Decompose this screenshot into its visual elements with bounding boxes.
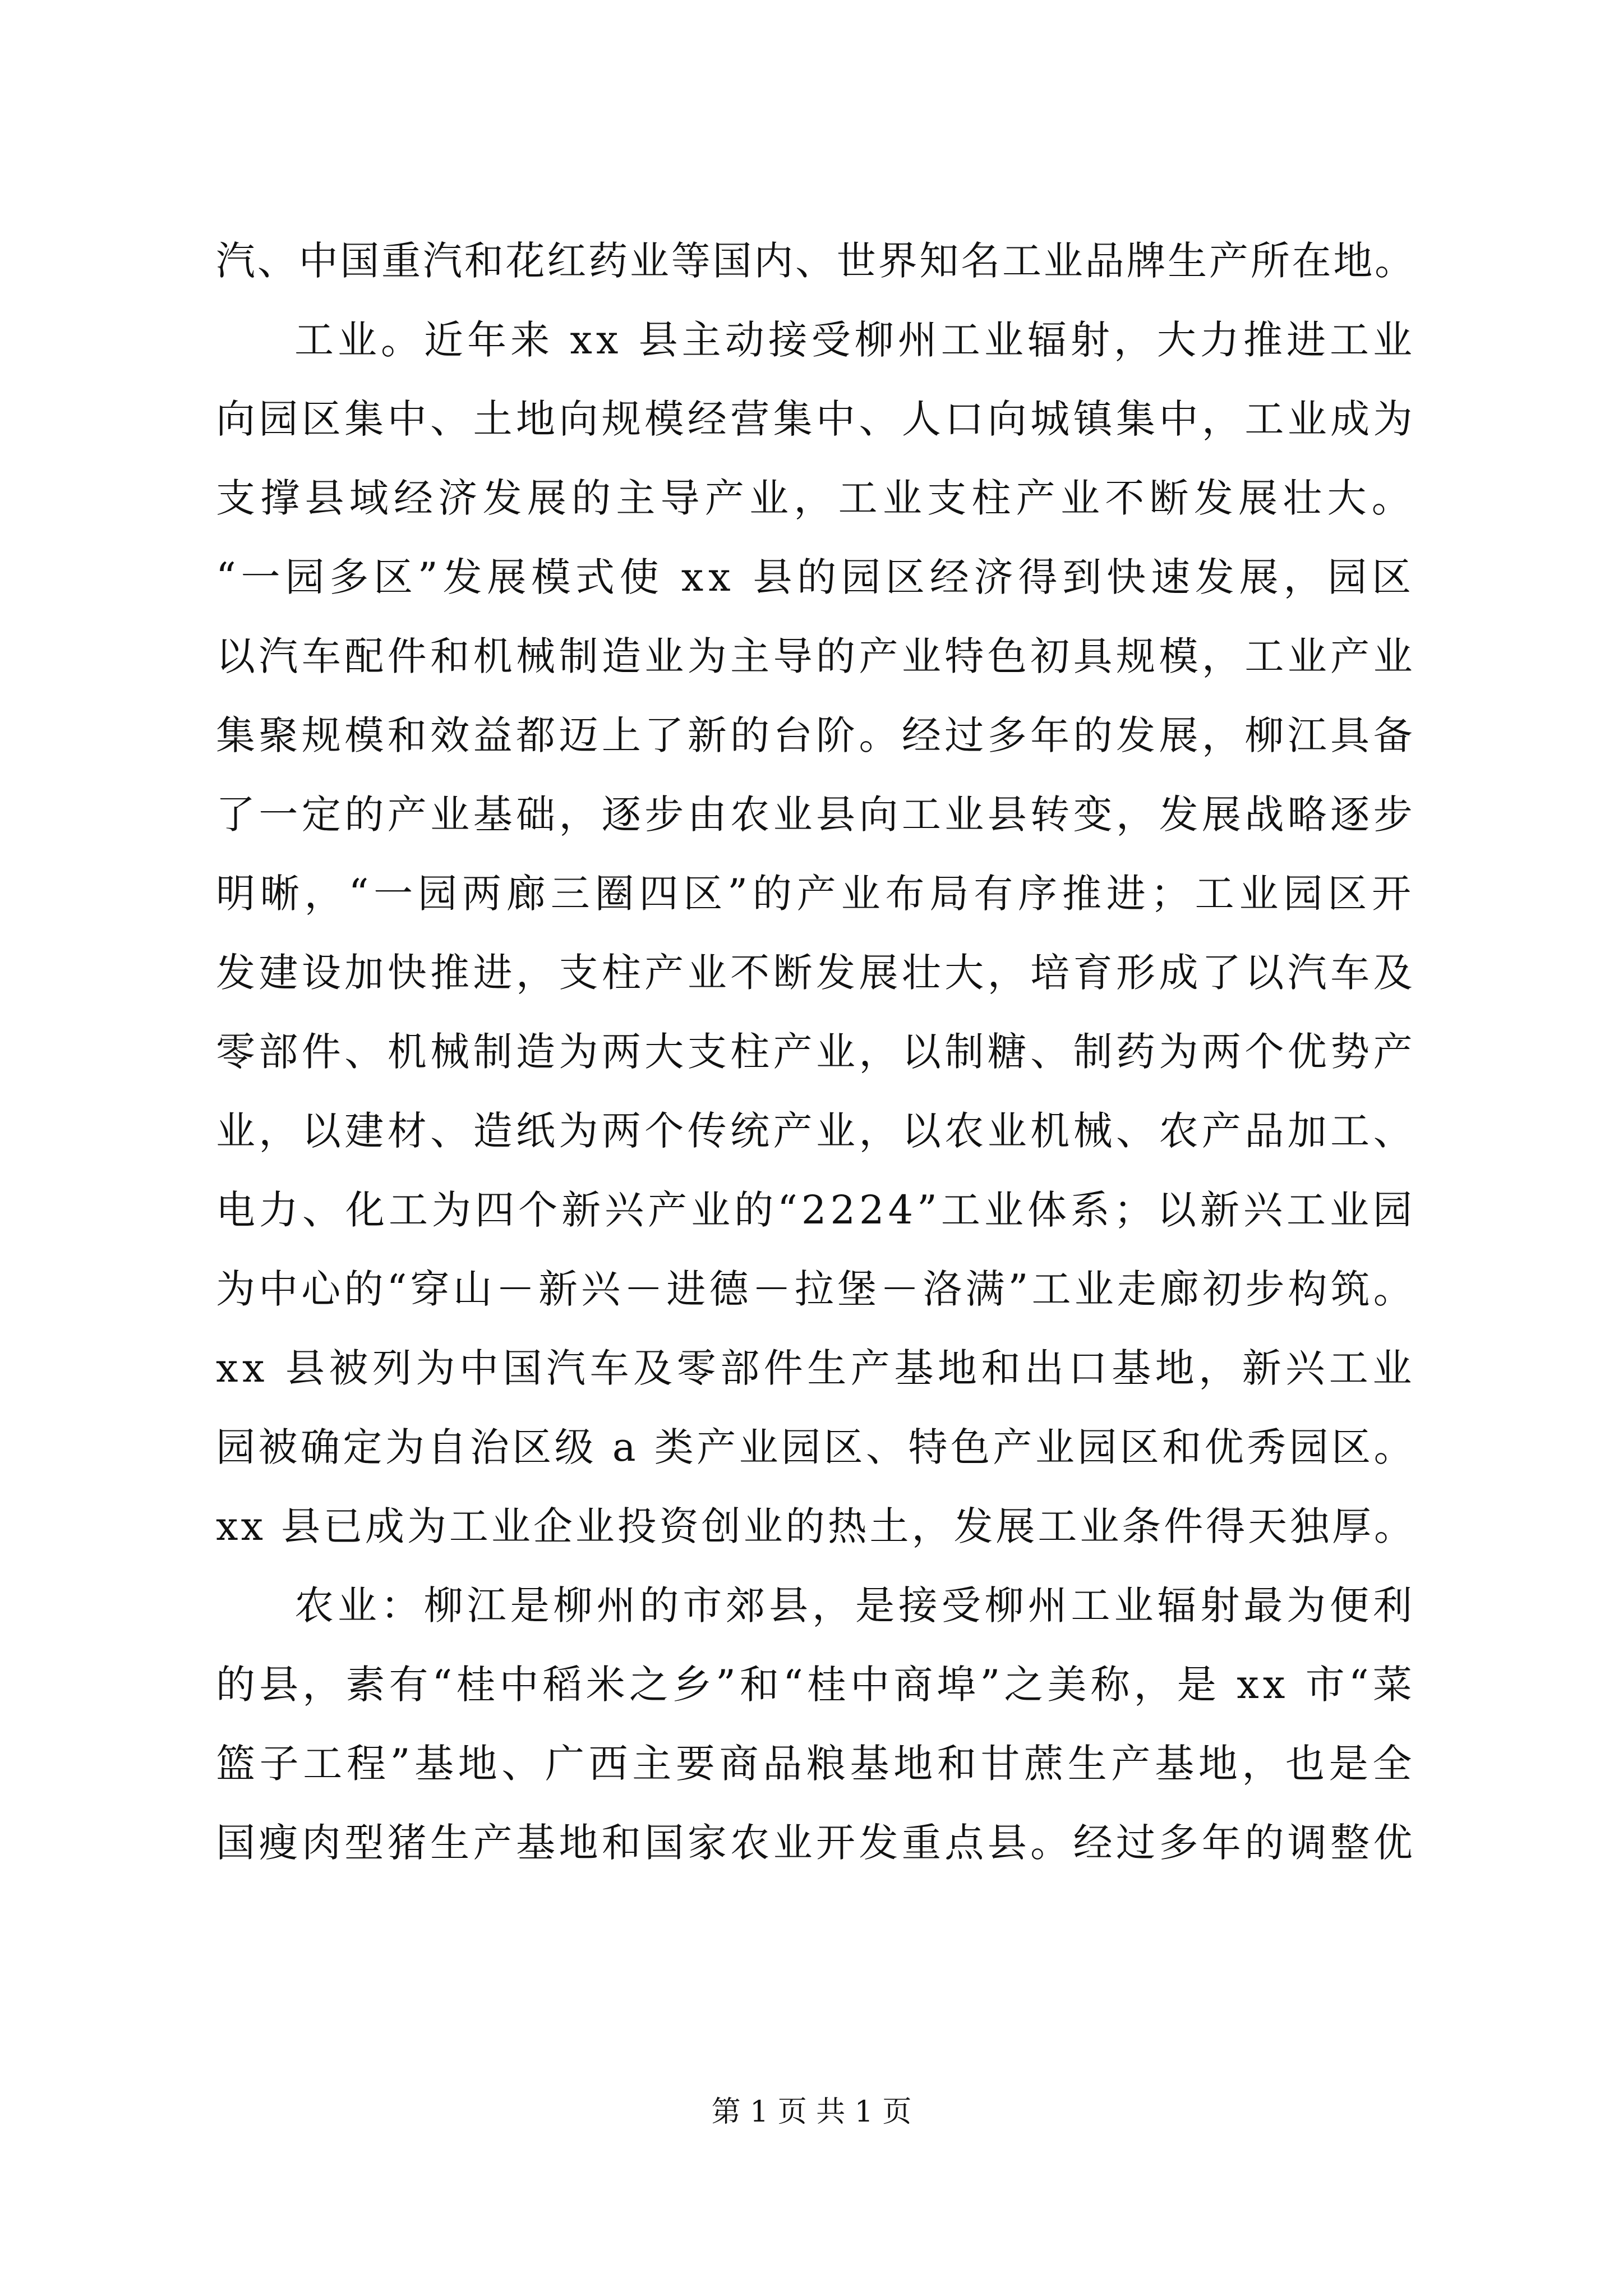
text-line: 零部件、机械制造为两大支柱产业，以制糖、制药为两个优势产 xyxy=(216,1029,1416,1075)
text-line: 的县，素有“桂中稻米之乡”和“桂中商埠”之美称，是 xx 市“菜 xyxy=(216,1662,1416,1708)
text-line: xx 县被列为中国汽车及零部件生产基地和出口基地，新兴工业 xyxy=(216,1345,1416,1391)
text-line: 业，以建材、造纸为两个传统产业，以农业机械、农产品加工、 xyxy=(216,1108,1416,1154)
text-line: 为中心的“穿山－新兴－进德－拉堡－洛满”工业走廊初步构筑。 xyxy=(216,1266,1416,1312)
text-line: 明晰，“一园两廊三圈四区”的产业布局有序推进；工业园区开 xyxy=(216,871,1416,917)
text-line: 园被确定为自治区级 a 类产业园区、特色产业园区和优秀园区。 xyxy=(216,1424,1416,1470)
text-line: 集聚规模和效益都迈上了新的台阶。经过多年的发展，柳江具备 xyxy=(216,712,1416,758)
text-line: 电力、化工为四个新兴产业的“2224”工业体系；以新兴工业园 xyxy=(216,1187,1416,1233)
text-line: xx 县已成为工业企业投资创业的热土，发展工业条件得天独厚。 xyxy=(216,1503,1416,1549)
page-footer: 第 1 页 共 1 页 xyxy=(711,2095,912,2129)
text-line: 向园区集中、土地向规模经营集中、人口向城镇集中，工业成为 xyxy=(216,396,1416,442)
text-line: 篮子工程”基地、广西主要商品粮基地和甘蔗生产基地，也是全 xyxy=(216,1741,1416,1787)
text-line: 工业。近年来 xx 县主动接受柳州工业辐射，大力推进工业 xyxy=(294,317,1416,363)
text-line: 汽、中国重汽和花红药业等国内、世界知名工业品牌生产所在地。 xyxy=(216,238,1416,284)
text-line: 了一定的产业基础，逐步由农业县向工业县转变，发展战略逐步 xyxy=(216,792,1416,838)
text-line: 支撑县域经济发展的主导产业，工业支柱产业不断发展壮大。 xyxy=(216,475,1416,521)
text-line: 农业：柳江是柳州的市郊县，是接受柳州工业辐射最为便利 xyxy=(294,1582,1416,1628)
text-line: 发建设加快推进，支柱产业不断发展壮大，培育形成了以汽车及 xyxy=(216,950,1416,996)
text-line: 以汽车配件和机械制造业为主导的产业特色初具规模，工业产业 xyxy=(216,633,1416,679)
text-line: 国瘦肉型猪生产基地和国家农业开发重点县。经过多年的调整优 xyxy=(216,1820,1416,1866)
document-body xyxy=(216,222,1416,1883)
text-line: “一园多区”发展模式使 xx 县的园区经济得到快速发展，园区 xyxy=(216,554,1416,600)
